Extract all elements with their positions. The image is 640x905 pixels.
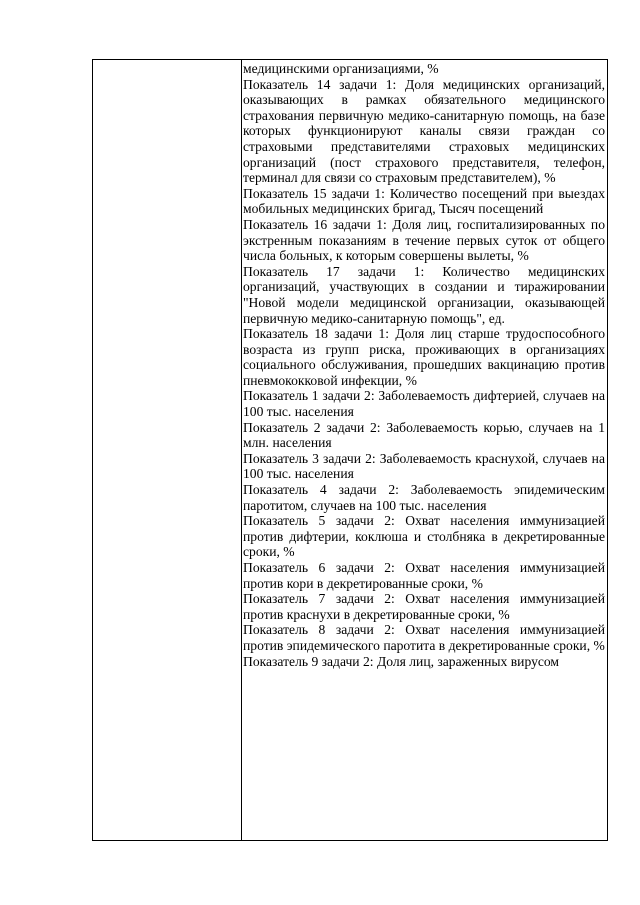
table-row xyxy=(93,60,608,841)
indicator-entry: Показатель 9 задачи 2: Доля лиц, зараженных вирусом xyxy=(243,653,560,669)
indicator-entry: Показатель 18 задачи 1: Доля лиц старше трудоспособного возраста из групп риска, проживающих в организациях социального обслуживания, прошедших вакцинацию против пневмококковой инфекции, % xyxy=(243,326,605,388)
indicator-entry: Показатель 7 задачи 2: Охват населения иммунизацией против краснухи в декретированные сроки, % xyxy=(243,591,605,622)
right-cell xyxy=(242,60,608,841)
indicator-entry: Показатель 8 задачи 2: Охват населения иммунизацией против эпидемического паротита в декретированные сроки, % xyxy=(243,622,605,653)
indicator-entry: Показатель 15 задачи 1: Количество посещений при выездах мобильных медицинских бригад, Тысяч посещений xyxy=(243,185,605,217)
indicator-list xyxy=(243,61,605,669)
indicator-entry: Показатель 16 задачи 1: Доля лиц, госпитализированных по экстренным показаниям в течение первых суток от общего числа больных, к которым совершены вылеты, % xyxy=(243,216,605,264)
indicator-entry: Показатель 3 задачи 2: Заболеваемость краснухой, случаев на 100 тыс. населения xyxy=(243,450,605,482)
indicator-entry: Показатель 14 задачи 1: Доля медицинских организаций, оказывающих в рамках обязательного медицинского страхования первичную медико-санитарную помощь, на базе которых функционируют каналы связи граждан со страховыми представителями страховых медицинских организаций (пост страхового представителя, телефон, терминал для связи со страховым представителем), % xyxy=(243,76,605,186)
indicator-entry: Показатель 17 задачи 1: Количество медицинских организаций, участвующих в создании и тиражировании "Новой модели медицинской организации, оказывающей первичную медико-санитарную помощь", ед. xyxy=(243,263,605,326)
indicator-entry: Показатель 4 задачи 2: Заболеваемость эпидемическим паротитом, случаев на 100 тыс. населения xyxy=(243,482,605,513)
document-table xyxy=(92,59,608,841)
indicator-entry: Показатель 6 задачи 2: Охват населения иммунизацией против кори в декретированные сроки, % xyxy=(243,560,605,591)
indicator-entry: Показатель 2 задачи 2: Заболеваемость корью, случаев на 1 млн. населения xyxy=(243,419,605,451)
indicator-entry: Показатель 5 задачи 2: Охват населения иммунизацией против дифтерии, коклюша и столбняка в декретированные сроки, % xyxy=(243,513,605,560)
left-cell xyxy=(93,60,242,841)
indicator-entry: медицинскими организациями, % xyxy=(243,61,439,76)
indicator-entry: Показатель 1 задачи 2: Заболеваемость дифтерией, случаев на 100 тыс. населения xyxy=(243,388,605,420)
